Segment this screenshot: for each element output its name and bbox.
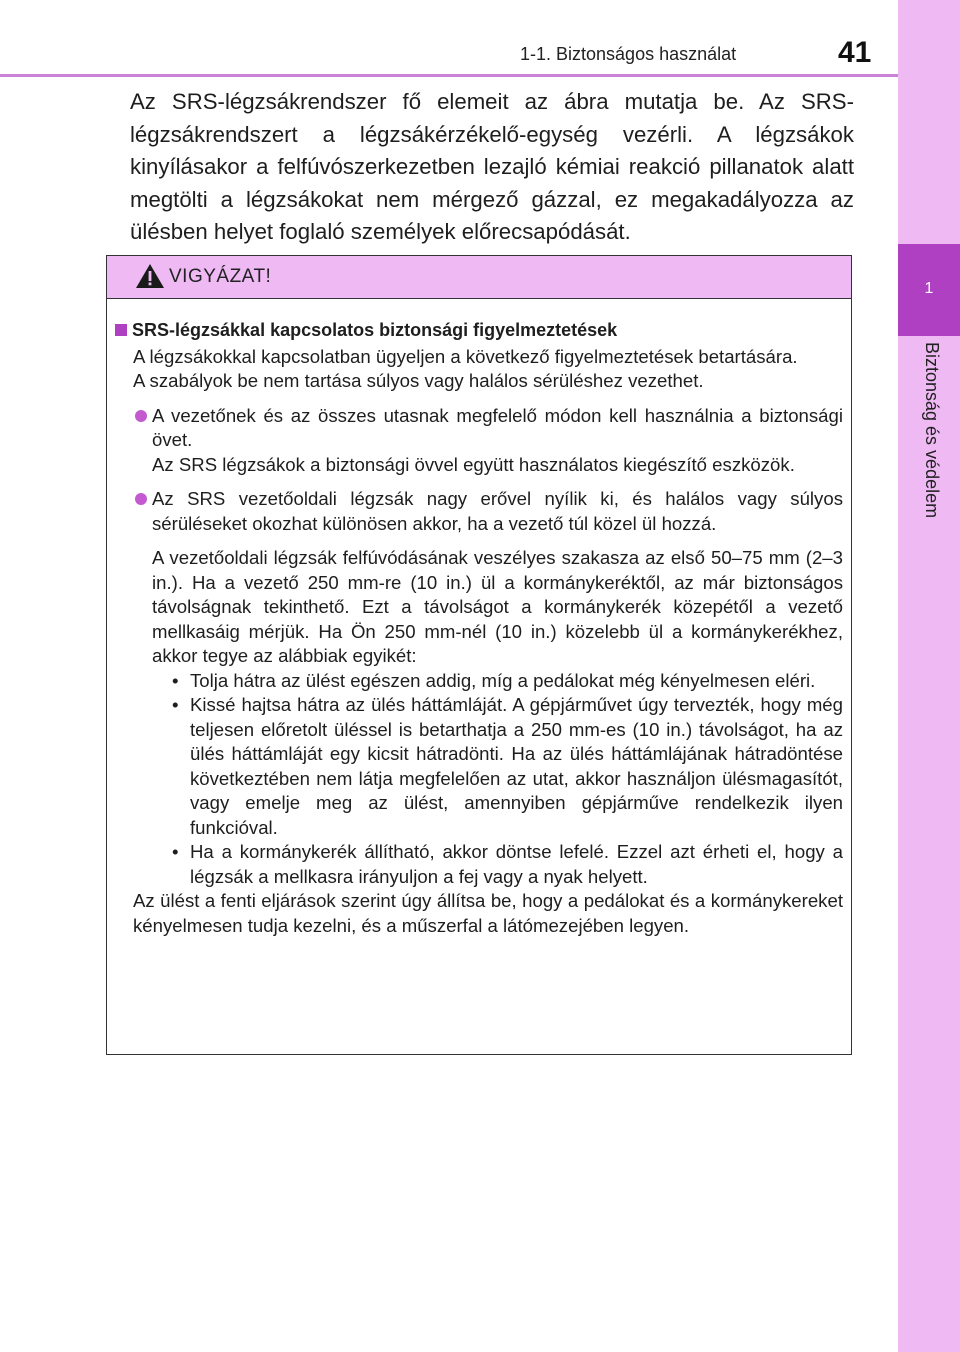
caution-body [107, 299, 851, 938]
sub-list-item-text: Tolja hátra az ülést egészen addig, míg a pedálokat még kényelmesen eléri. [190, 669, 816, 691]
caution-bullet-1-para: Az SRS légzsákok a biztonsági övvel együtt használatos kiegészítő eszközök. [152, 453, 795, 475]
caution-section-title-text: SRS-légzsákkal kapcsolatos biztonsági figyelmeztetések [132, 320, 618, 340]
sub-list-item [172, 693, 843, 840]
circle-bullet-icon [135, 493, 147, 505]
sub-bullet-mark: • [172, 669, 179, 691]
caution-bullet-2 [115, 487, 843, 536]
chapter-number: 1 [924, 280, 934, 297]
caution-lead-1: A légzsákokkal kapcsolatban ügyeljen a következő figyelmeztetések betartására. [133, 345, 798, 367]
circle-bullet-icon [135, 410, 147, 422]
caution-bullet-1 [115, 404, 843, 478]
caution-box [106, 255, 852, 1055]
caution-header [107, 256, 851, 299]
sub-bullet-mark: • [172, 694, 179, 715]
caution-closing: Az ülést a fenti eljárások szerint úgy állítsa be, hogy a pedálokat és a kormánykereket kényelmesen tudja kezelni, és a műszerfal a látómezejében legyen. [133, 890, 843, 936]
sub-list-item-text: Ha a kormánykerék állítható, akkor döntse lefelé. Ezzel azt érheti el, hogy a légzsák a mellkasra irányuljon a fej vagy a nyak helyett. [190, 841, 843, 887]
square-bullet-icon [115, 324, 127, 336]
caution-section-title [115, 318, 843, 343]
warning-triangle-icon [135, 262, 165, 290]
sub-list-item [172, 840, 843, 889]
page-number: 41 [838, 36, 872, 69]
sub-bullet-mark: • [172, 841, 179, 862]
caution-title: VIGYÁZAT! [169, 266, 272, 287]
caution-bullet-2-text: Az SRS vezetőoldali légzsák nagy erővel nyílik ki, és halálos vagy súlyos sérüléseket okozhat különösen akkor, ha a vezető túl közel ül hozzá. [152, 488, 843, 534]
intro-paragraph [130, 86, 854, 249]
chapter-title: Biztonság és védelem [922, 342, 942, 519]
running-header-section: 1-1. Biztonságos használat [520, 44, 737, 64]
caution-bullet-1-main: A vezetőnek és az összes utasnak megfelelő módon kell használnia a biztonsági övet. [152, 404, 843, 450]
caution-bullet-2-para: A vezetőoldali légzsák felfúvódásának veszélyes szakasza az első 50–75 mm (2–3 in.). Ha a vezető 250 mm-re (10 in.) ül a kormánykeréktől, az már biztonságos távolságnak tekinthető. Ezt a távolságot a kormánykerék közepétől a vezető mellkasáig mérjük. Ha Ön 250 mm-nél (10 in.) közelebb ül a kormánykerékhez, akkor tegye az alábbiak egyikét: [152, 547, 843, 666]
chapter-side-tab [898, 0, 960, 1352]
header-rule [0, 74, 898, 77]
sub-list-item [172, 669, 843, 694]
intro-text: Az SRS-légzsákrendszer fő elemeit az ábra mutatja be. Az SRS-légzsákrendszert a légzsákérzékelő-egység vezérli. A légzsákok kinyílásakor a felfúvószerkezetben lezajló kémiai reakció pillanatok alatt megtölti a légzsákokat nem mérgező gázzal, ez megakadályozza az ülésben helyet foglaló személyek előrecsapódását. [130, 89, 854, 244]
caution-bullet-1-text [152, 404, 843, 478]
caution-lead-2: A szabályok be nem tartása súlyos vagy halálos sérüléshez vezethet. [133, 370, 704, 391]
sub-list-item-text: Kissé hajtsa hátra az ülés háttámláját. A gépjárművet úgy tervezték, hogy még teljesen előretolt üléssel is betarthatja a 250 mm-es (10 in.) távolságot, ha az ülés háttámláját egy kicsit hátradönti. Ha az ülés háttámlájának hátradöntése következtében nem látja megfelelően az utat, akkor használjon ülésmagasítót, vagy emelje meg az ülést, amennyiben gépjárműve rendelkezik ilyen funkcióval. [190, 694, 843, 838]
